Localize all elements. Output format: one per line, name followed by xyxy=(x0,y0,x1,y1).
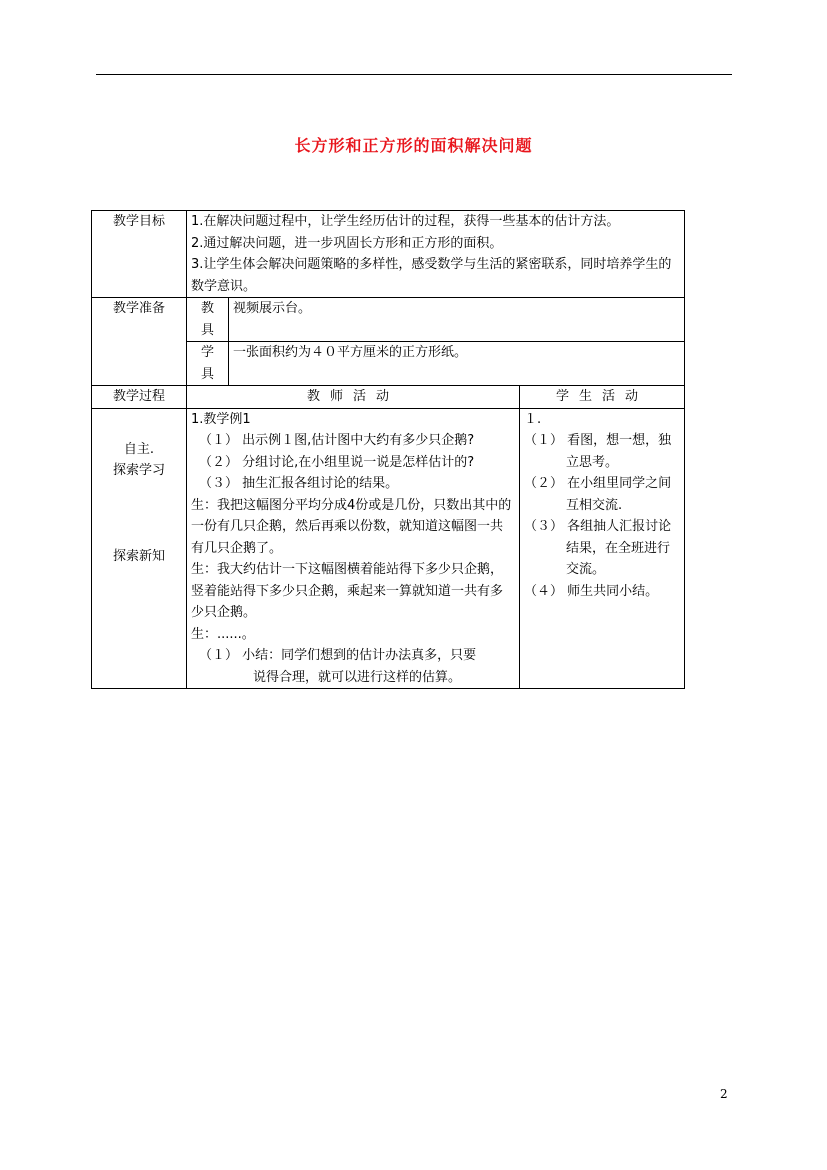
student-tools-label-2: 具 xyxy=(200,366,214,382)
objective-item: 2.通过解决问题，进一步巩固长方形和正方形的面积。 xyxy=(191,235,503,251)
objectives-label: 教学目标 xyxy=(92,211,187,298)
preparation-teacher-row xyxy=(92,298,685,342)
student-tools-label-1: 学 xyxy=(200,345,214,360)
objectives-content xyxy=(187,211,685,298)
stage-label-self-study-1: 自主. xyxy=(123,441,155,457)
process-header-row xyxy=(92,386,685,409)
student-line: （１） 看图，想一想，独立思考。 xyxy=(524,433,672,470)
student-line: １. xyxy=(524,411,542,427)
stage-label-new-knowledge: 探索新知 xyxy=(112,548,165,564)
teacher-line: （３） 抽生汇报各组讨论的结果。 xyxy=(199,476,399,491)
teacher-tools-label xyxy=(187,298,229,342)
teacher-tools-value: 视频展示台。 xyxy=(229,298,685,342)
teacher-line: （２） 分组讨论,在小组里说一说是怎样估计的? xyxy=(199,454,475,470)
teacher-tools-label-2: 具 xyxy=(200,322,214,338)
objective-item: 3.让学生体会解决问题策略的多样性，感受数学与生活的紧密联系，同时培养学生的数学意识。 xyxy=(191,257,672,294)
student-activity-header: 学生活动 xyxy=(520,386,685,409)
stage-label-self-study-2: 探索学习 xyxy=(112,463,165,478)
teacher-line: 1.教学例1 xyxy=(191,411,251,427)
teacher-line: 生：......。 xyxy=(191,626,255,642)
objective-item: 1.在解决问题过程中，让学生经历估计的过程，获得一些基本的估计方法。 xyxy=(191,214,620,229)
process-stage-labels xyxy=(92,408,187,689)
page-number: 2 xyxy=(720,1087,728,1101)
process-content-row xyxy=(92,408,685,689)
preparation-label: 教学准备 xyxy=(92,298,187,386)
teacher-line: （１） 出示例１图,估计图中大约有多少只企鹅? xyxy=(199,433,475,448)
lesson-plan-table xyxy=(91,210,685,689)
process-label: 教学过程 xyxy=(92,386,187,409)
objectives-row xyxy=(92,211,685,298)
stage-label-spacer xyxy=(96,482,182,546)
student-line: （３） 各组抽人汇报讨论结果，在全班进行交流。 xyxy=(524,519,672,577)
header-rule xyxy=(96,74,732,75)
teacher-line: 生：我把这幅图分平均分成4份或是几份，只数出其中的一份有几只企鹅，然后再乘以份数，就知道这幅图一共有几只企鹅了。 xyxy=(191,497,512,556)
teacher-line: （１） 小结：同学们想到的估计办法真多，只要 xyxy=(199,648,477,663)
student-tools-label xyxy=(187,342,229,386)
student-tools-value: 一张面积约为４０平方厘米的正方形纸。 xyxy=(229,342,685,386)
document-title: 长方形和正方形的面积解决问题 xyxy=(294,136,533,155)
teacher-activity-content xyxy=(187,408,520,689)
teacher-line: 生：我大约估计一下这幅图横着能站得下多少只企鹅，竖着能站得下多少只企鹅，乘起来一算就知道一共有多少只企鹅。 xyxy=(191,562,504,620)
teacher-line: 说得合理，就可以进行这样的估算。 xyxy=(253,669,462,685)
teacher-tools-label-1: 教 xyxy=(200,301,214,316)
student-line: （４） 师生共同小结。 xyxy=(524,583,659,599)
teacher-activity-header: 教师活动 xyxy=(187,386,520,409)
student-line: （２） 在小组里同学之间互相交流. xyxy=(524,476,672,513)
student-activity-content xyxy=(520,408,685,689)
